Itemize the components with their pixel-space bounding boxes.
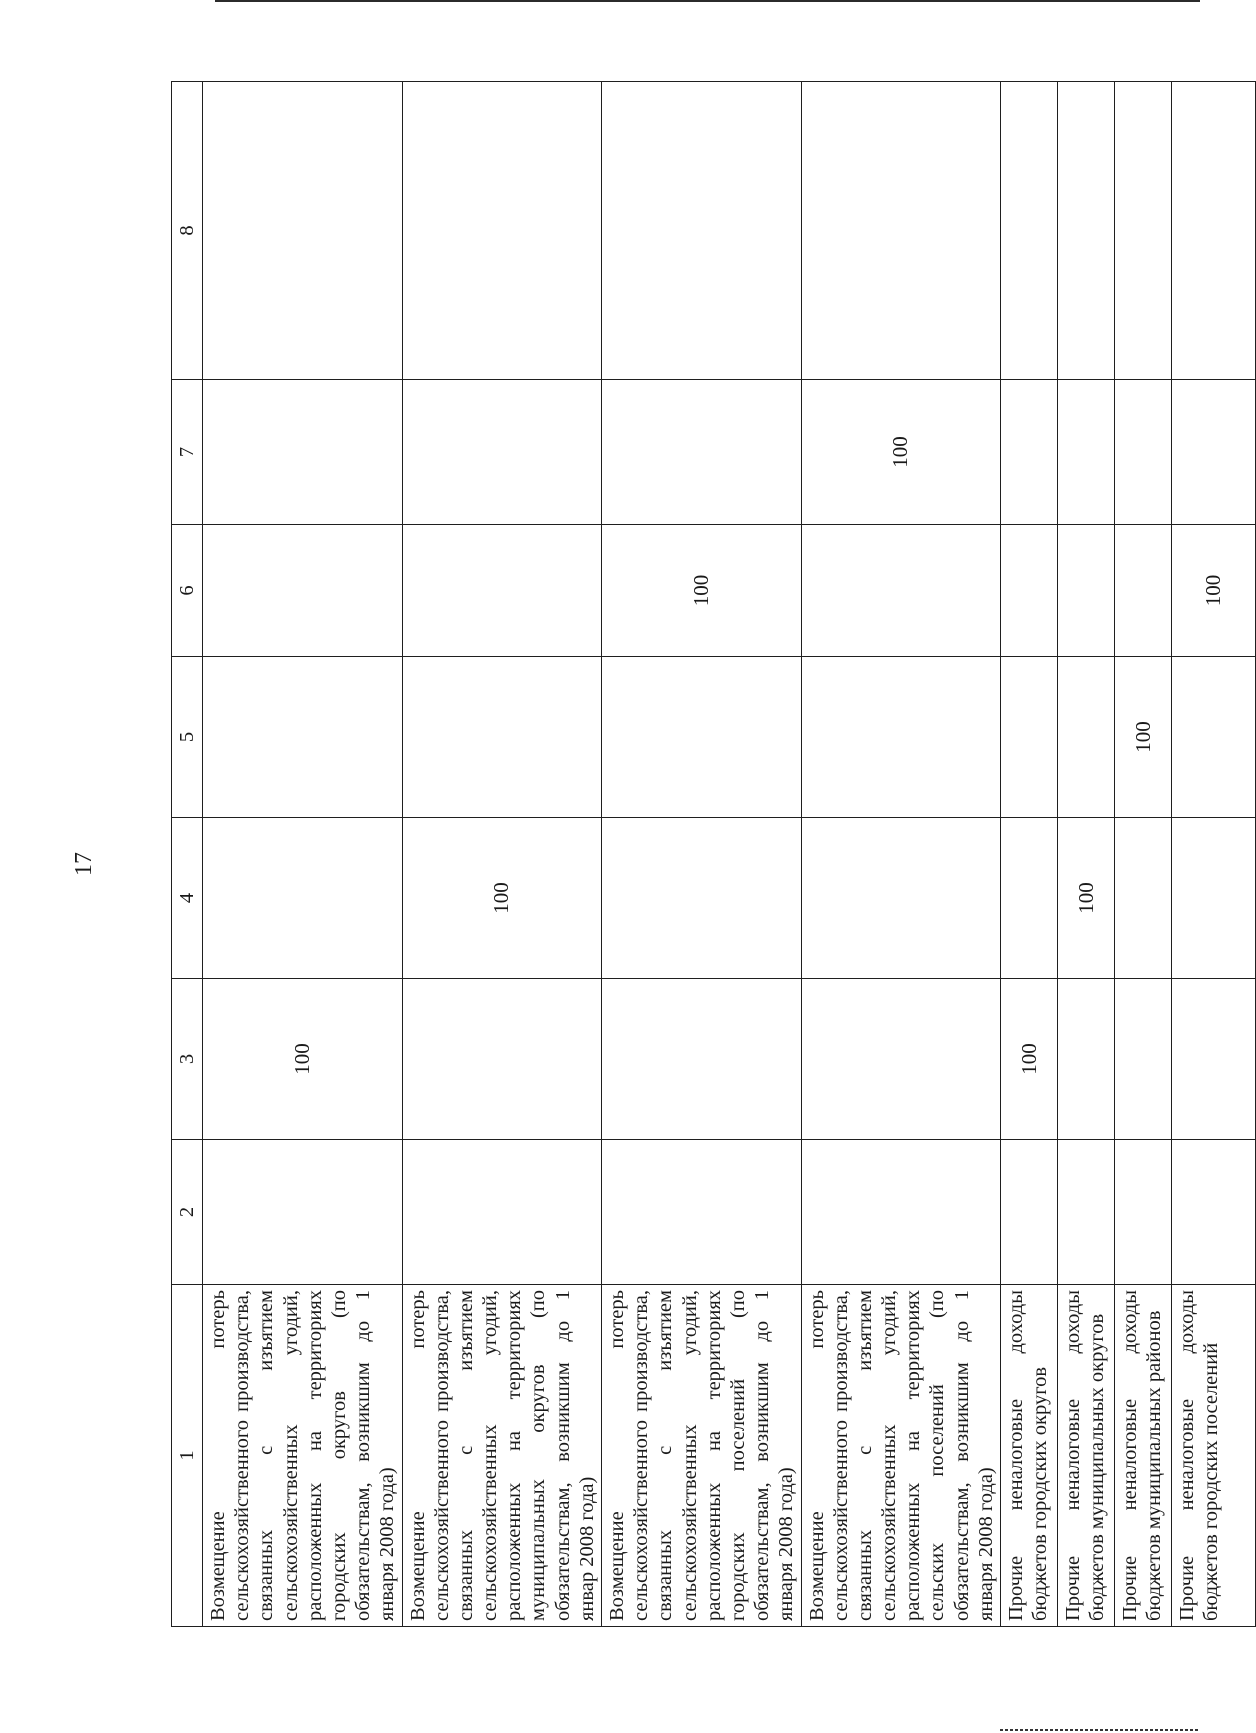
table-cell [1115, 380, 1172, 525]
table-cell: 100 [402, 818, 602, 979]
table-cell [1172, 979, 1256, 1140]
column-header: 4 [172, 818, 203, 979]
table-cell [1115, 1140, 1172, 1285]
row-description: Возмещение потерь сельскохозяйственного производства, связанных с изъятием сельскохозяйственных угодий, расположенных на территориях городских поселений (по обязательствам, возникшим до 1 января 2008 года) [602, 1285, 802, 1627]
table-cell [402, 657, 602, 818]
table-cell [1058, 657, 1115, 818]
table-row [1172, 82, 1256, 1627]
scan-edge-bottom [1000, 1729, 1200, 1731]
column-header: 2 [172, 1140, 203, 1285]
page-number: 17 [70, 852, 97, 876]
table-cell [203, 525, 403, 657]
column-header: 1 [172, 1285, 203, 1627]
table-row [402, 82, 602, 1627]
table-cell [1172, 380, 1256, 525]
table-cell [1172, 1140, 1256, 1285]
table-cell: 100 [203, 979, 403, 1140]
table-cell [1001, 1140, 1058, 1285]
table-cell [602, 380, 802, 525]
row-description: Возмещение потерь сельскохозяйственного производства, связанных с изъятием сельскохозяйственных угодий, расположенных на территориях сельских поселений (по обязательствам, возникшим до 1 января 2008 года) [801, 1285, 1001, 1627]
table-row [602, 82, 802, 1627]
table-cell [602, 1140, 802, 1285]
row-description: Прочие неналоговые доходы бюджетов городских округов [1001, 1285, 1058, 1627]
table-cell [1058, 979, 1115, 1140]
table-row [801, 82, 1001, 1627]
table-cell [1058, 380, 1115, 525]
table-cell [801, 82, 1001, 380]
revenue-distribution-table [171, 81, 1256, 1627]
table-cell: 100 [1058, 818, 1115, 979]
table-row [1001, 82, 1058, 1627]
table-cell [1115, 82, 1172, 380]
table-cell: 100 [801, 380, 1001, 525]
row-description: Прочие неналоговые доходы бюджетов городских поселений [1172, 1285, 1256, 1627]
table-cell [203, 1140, 403, 1285]
column-header: 3 [172, 979, 203, 1140]
table-cell [402, 1140, 602, 1285]
scan-edge-top [215, 0, 1200, 2]
table-cell [1115, 818, 1172, 979]
row-description: Возмещение потерь сельскохозяйственного производства, связанных с изъятием сельскохозяйственных угодий, расположенных на территориях городских округов (по обязательствам, возникшим до 1 января 2008 года) [203, 1285, 403, 1627]
table-cell [402, 380, 602, 525]
table-cell [602, 818, 802, 979]
table-cell [1058, 82, 1115, 380]
row-description: Прочие неналоговые доходы бюджетов муниципальных округов [1058, 1285, 1115, 1627]
table-cell [1172, 818, 1256, 979]
row-description: Прочие неналоговые доходы бюджетов муниципальных районов [1115, 1285, 1172, 1627]
table-cell [801, 1140, 1001, 1285]
table-cell [602, 657, 802, 818]
table-cell [1001, 525, 1058, 657]
table-cell [402, 82, 602, 380]
column-header: 7 [172, 380, 203, 525]
table-cell [801, 979, 1001, 1140]
table-container [171, 82, 1226, 1627]
table-cell: 100 [1115, 657, 1172, 818]
table-cell [402, 525, 602, 657]
table-cell [203, 380, 403, 525]
table-cell [1172, 82, 1256, 380]
table-cell: 100 [602, 525, 802, 657]
table-cell [1001, 380, 1058, 525]
table-cell [801, 657, 1001, 818]
table-header-row [172, 82, 203, 1627]
table-cell [602, 979, 802, 1140]
column-header: 8 [172, 82, 203, 380]
table-cell [1115, 979, 1172, 1140]
table-row [1115, 82, 1172, 1627]
column-header: 6 [172, 525, 203, 657]
table-cell [203, 818, 403, 979]
table-cell [602, 82, 802, 380]
table-cell [203, 657, 403, 818]
table-cell [801, 525, 1001, 657]
table-cell: 100 [1172, 525, 1256, 657]
table-cell [1001, 82, 1058, 380]
table-cell [1058, 525, 1115, 657]
table-row [1058, 82, 1115, 1627]
table-cell [1058, 1140, 1115, 1285]
table-cell: 100 [1001, 979, 1058, 1140]
table-cell [203, 82, 403, 380]
table-cell [1172, 657, 1256, 818]
column-header: 5 [172, 657, 203, 818]
table-cell [402, 979, 602, 1140]
table-cell [1001, 657, 1058, 818]
table-cell [1115, 525, 1172, 657]
row-description: Возмещение потерь сельскохозяйственного производства, связанных с изъятием сельскохозяйственных угодий, расположенных на территориях муниципальных округов (по обязательствам, возникшим до 1 январ 2008 года) [402, 1285, 602, 1627]
table-cell [1001, 818, 1058, 979]
table-row [203, 82, 403, 1627]
table-cell [801, 818, 1001, 979]
